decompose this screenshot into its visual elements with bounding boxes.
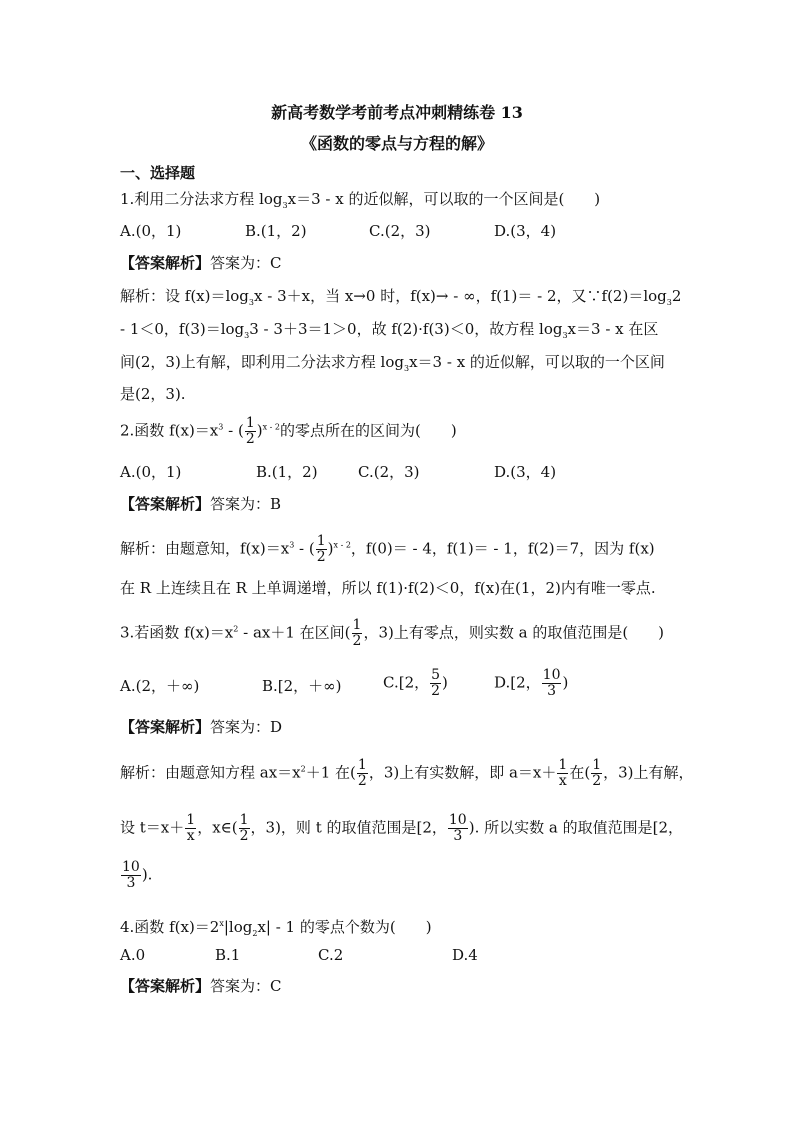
q1-solution-line-2: - 1＜0，$f(3)=\log_33 - 3+3=1>0$，故 f(2)·f(3)＜0，故方程 $\log_3x=3 - x$ 在区 (120, 320, 659, 340)
q2-stem: 2.函数 $f(x)=x^3$ - ( $\frac{1}{2}$ )$^{x - 2}$的零点所在的区间为( ) (120, 415, 457, 447)
q3-option-d: D.[2， $\frac{10}{3}$ ) (494, 667, 569, 699)
q2-solution-line-1: 解析：由题意知，$f(x)=x^3$ - ( $\frac{1}{2}$ )$^{x - 2}$，f(0)＝ - 4，f(1)＝ - 1，f(2)＝7，因为 f(x) (120, 533, 655, 565)
q3-option-b: B.[2，＋∞) (262, 677, 342, 695)
q4-option-c: C.2 (318, 946, 344, 964)
q2-solution-line-2: 在 R 上连续且在 R 上单调递增，所以 f(1)·f(2)＜0，f(x)在(1，2)内有唯一零点. (120, 579, 656, 597)
fraction-ten-thirds: $\frac{10}{3}$ (542, 667, 561, 699)
fraction-one-over-x: $\frac{1}{x}$ (558, 757, 568, 789)
page-title: 新高考数学考前考点冲刺精练卷 13 (271, 103, 523, 122)
q1-answer: 【答案解析】答案为：C (120, 254, 282, 272)
q4-option-d: D.4 (452, 946, 478, 964)
q1-solution-line-1: 解析：设 $f(x)=\log_3x - 3+x$，当 x→0 时，f(x)→ - ∞，f(1)＝ - 2，又$\because f(2)=\log_32$ (120, 287, 682, 307)
q3-stem: 3.若函数 $f(x)=x^2 - ax+1$ 在区间( $\frac{1}{2}$ ，3)上有零点，则实数 a 的取值范围是( ) (120, 617, 665, 649)
fraction-one-half: $\frac{1}{2}$ (357, 757, 367, 789)
fraction-one-over-x: $\frac{1}{x}$ (186, 812, 196, 844)
q3-solution-line-1: 解析：由题意知方程 $ax=x^2+1$ 在( $\frac{1}{2}$ ，3)上有实数解，即 a＝x＋ $\frac{1}{x}$ 在( $\frac{1}{2}$ ，3)上有解， (120, 757, 694, 789)
fraction-one-half: $\frac{1}{2}$ (316, 533, 326, 565)
section-heading: 一、选择题 (120, 164, 196, 182)
q2-option-a: A.(0，1) (120, 463, 182, 481)
fraction-ten-thirds: $\frac{10}{3}$ (448, 812, 467, 844)
q1-option-a: A.(0，1) (120, 222, 182, 240)
fraction-one-half: $\frac{1}{2}$ (245, 415, 255, 447)
q1-solution-line-4: 是(2，3). (120, 385, 186, 403)
q2-answer: 【答案解析】答案为：B (120, 495, 282, 513)
q3-answer: 【答案解析】答案为：D (120, 718, 283, 736)
q3-solution-line-2: 设 t＝x＋ $\frac{1}{x}$ ，x∈( $\frac{1}{2}$ ，3)，则 t 的取值范围是[2， $\frac{10}{3}$ ). 所以实数 a 的取值范围是[2， (120, 812, 683, 844)
fraction-one-half: $\frac{1}{2}$ (352, 617, 362, 649)
q1-stem: 1.利用二分法求方程 $\log_3x=3 - x$ 的近似解，可以取的一个区间是( ) (120, 190, 601, 210)
q2-option-d: D.(3，4) (494, 463, 557, 481)
q1-option-d: D.(3，4) (494, 222, 557, 240)
fraction-ten-thirds: $\frac{10}{3}$ (122, 859, 140, 891)
q4-answer: 【答案解析】答案为：C (120, 977, 282, 995)
fraction-one-half: $\frac{1}{2}$ (239, 812, 249, 844)
q4-option-a: A.0 (120, 946, 146, 964)
fraction-five-halves: $\frac{5}{2}$ (431, 667, 441, 699)
page-subtitle: 《函数的零点与方程的解》 (300, 134, 493, 153)
q1-option-b: B.(1，2) (245, 222, 307, 240)
q1-option-c: C.(2，3) (369, 222, 431, 240)
fraction-one-half: $\frac{1}{2}$ (592, 757, 602, 789)
q4-option-b: B.1 (215, 946, 241, 964)
q2-option-b: B.(1，2) (256, 463, 318, 481)
q2-option-c: C.(2，3) (358, 463, 420, 481)
q3-option-c: C.[2， $\frac{5}{2}$ ) (383, 667, 448, 699)
q4-stem: 4.函数 $f(x)=2^x|\log_2x| - 1$ 的零点个数为( ) (120, 918, 432, 938)
q1-solution-line-3: 间(2，3)上有解，即利用二分法求方程 $\log_3x=3 - x$ 的近似解，可以取的一个区间 (120, 353, 665, 373)
q3-solution-line-3: $\frac{10}{3}$ ). (122, 859, 153, 891)
q3-option-a: A.(2，＋∞) (120, 677, 200, 695)
